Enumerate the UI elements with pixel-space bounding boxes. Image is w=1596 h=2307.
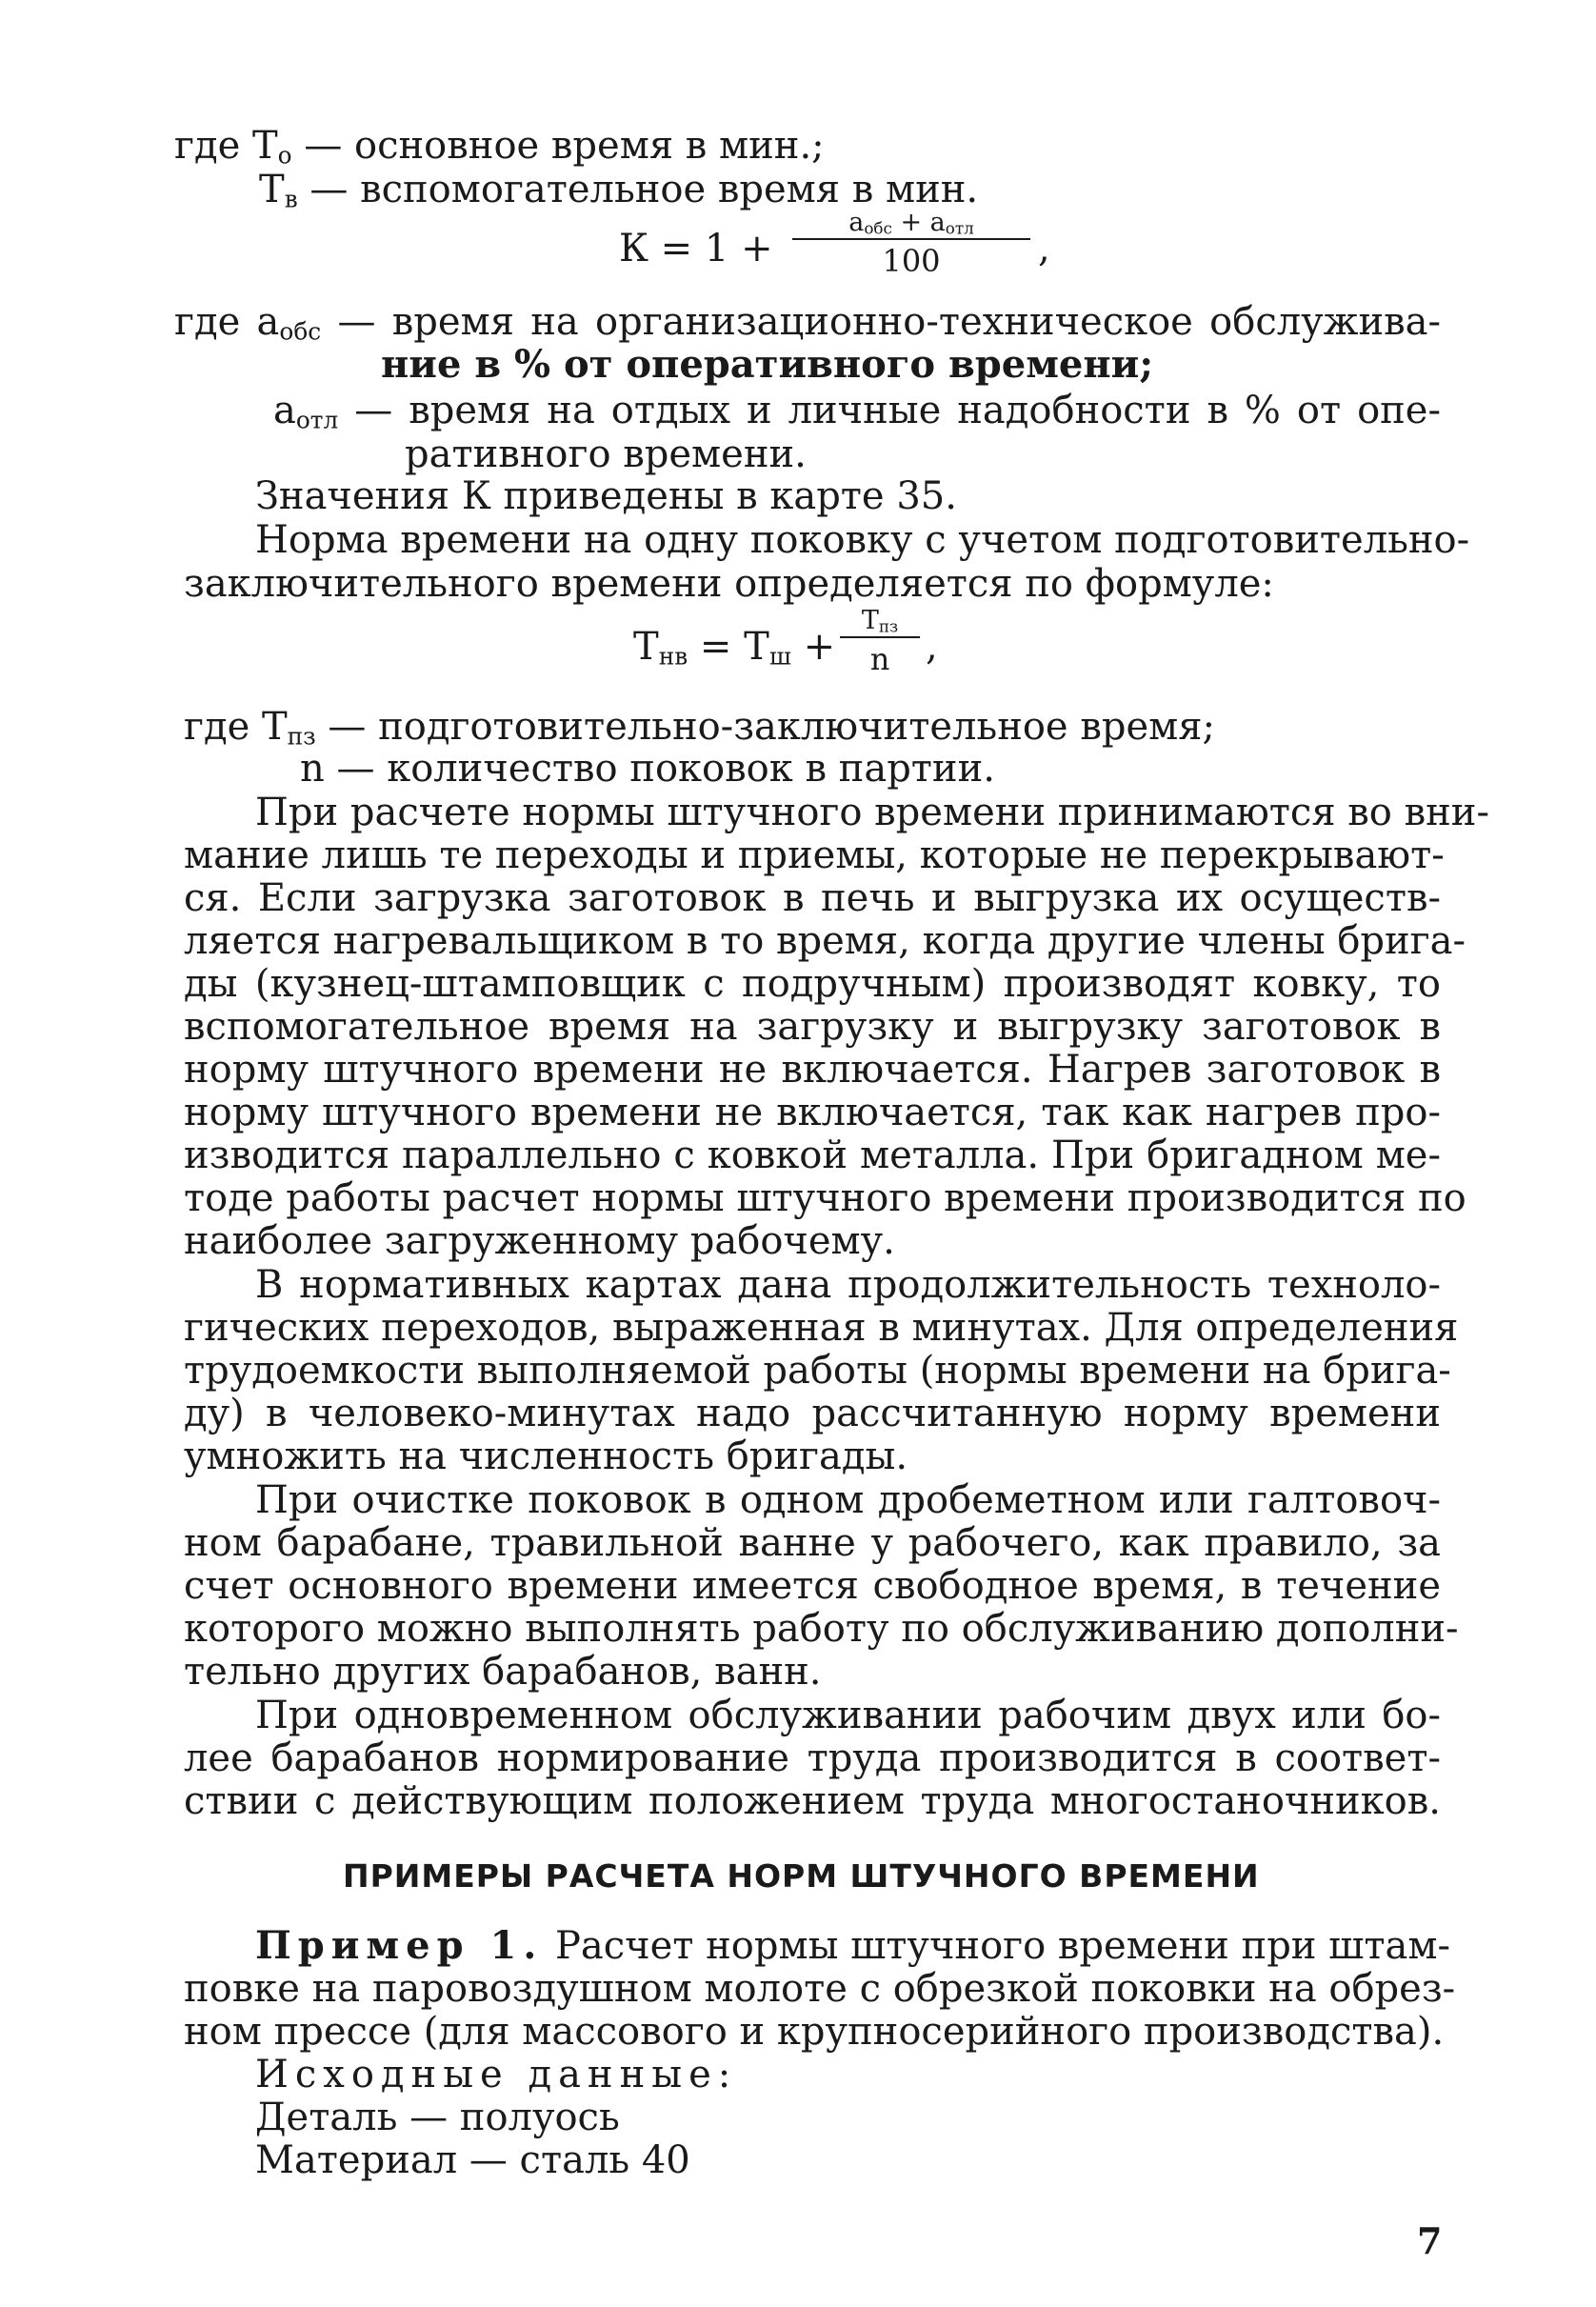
formula-k-tail: , [1038, 227, 1050, 271]
def-aobs-line1: где $а_{обс}$ — время на организационно-техническое обслужива- [174, 300, 1442, 346]
para-calc-line: ды (кузнец-штамповщик с подручным) производят ковку, то [184, 962, 1441, 1006]
para-calc-line: норму штучного времени не включается, так как нагрев про- [184, 1091, 1441, 1134]
para-clean-line: тельно других барабанов, ванн. [184, 1650, 822, 1694]
para-calc-line: вспомогательное время на загрузку и выгрузку заготовок в [184, 1005, 1441, 1049]
para-cards-line: В нормативных картах дана продолжительность техноло- [255, 1263, 1441, 1307]
formula-k-fraction [792, 208, 1030, 282]
def-tpz: где $Т_{пз}$ — подготовительно-заключительное время; [184, 705, 1215, 751]
def-aotl-line1: $а_{отл}$ — время на отдых и личные надобности в % от опе- [273, 389, 1441, 434]
def-aobs-line2: ние в % от оперативного времени; [381, 342, 1154, 387]
example-label: Пример 1. [255, 1923, 544, 1968]
para-calc-line: изводится параллельно с ковкой металла. При бригадном ме- [184, 1133, 1441, 1177]
formula-t-fraction [840, 606, 920, 680]
formula-k-denominator: 100 [882, 243, 941, 279]
para-norm-line: заключительного времени определяется по формуле: [184, 562, 1274, 606]
para-cards-line: умножить на численность бригады. [184, 1434, 908, 1478]
para-clean-line: При очистке поковок в одном дробеметном или галтовоч- [255, 1478, 1441, 1522]
initial-data-label: Исходные данные: [255, 2053, 738, 2096]
para-calc-line: тоде работы расчет нормы штучного времени производится по [184, 1176, 1466, 1220]
formula-t-tail: , [926, 625, 938, 669]
def-to: где $Т_о$ — основное время в мин.; [174, 124, 825, 170]
material-line: Материал — сталь 40 [255, 2138, 690, 2182]
def-n: n — количество поковок в партии. [300, 747, 995, 791]
formula-t-denominator: n [869, 641, 890, 677]
para-clean-line: счет основного времени имеется свободное время, в течение [184, 1564, 1441, 1608]
para-multi-line: лее барабанов нормирование труда производится в соответ- [184, 1736, 1441, 1780]
para-calc-line: мание лишь те переходы и приемы, которые не перекрывают- [184, 833, 1445, 877]
para-calc-line: норму штучного времени не включается. Нагрев заготовок в [184, 1048, 1441, 1092]
formula-k-numerator: $а_{обс} + а_{отл}$ [848, 208, 974, 238]
formula-t-numerator: $Т_{пз}$ [861, 606, 899, 636]
para-k: Значения К приведены в карте 35. [255, 474, 957, 518]
example-line: ном прессе (для массового и крупносерийного производства). [184, 2010, 1445, 2054]
para-multi-line: ствии с действующим положением труда многостаночников. [184, 1779, 1441, 1823]
formula-t: $Т_{нв} = Т_ш$ + [633, 625, 836, 671]
para-norm-line: Норма времени на одну поковку с учетом подготовительно- [255, 518, 1470, 562]
para-clean-line: ном барабане, травильной ванне у рабочего, как правило, за [184, 1521, 1441, 1565]
para-clean-line: которого можно выполнять работу по обслуживанию дополни- [184, 1607, 1459, 1651]
formula-k [619, 227, 773, 271]
example-line: Пример 1. Расчет нормы штучного времени при штам- [255, 1923, 1450, 1968]
section-heading: ПРИМЕРЫ РАСЧЕТА НОРМ ШТУЧНОГО ВРЕМЕНИ [343, 1857, 1260, 1895]
para-calc-line: наиболее загруженному рабочему. [184, 1219, 895, 1263]
para-multi-line: При одновременном обслуживании рабочим двух или бо- [255, 1694, 1441, 1737]
def-tv: $Т_в$ — вспомогательное время в мин. [259, 168, 979, 213]
para-calc-line: При расчете нормы штучного времени принимаются во вни- [255, 791, 1489, 834]
part-line: Деталь — полуось [255, 2096, 620, 2139]
para-calc-line: ляется нагревальщиком в то время, когда другие члены брига- [184, 919, 1466, 963]
para-cards-line: гических переходов, выраженная в минутах. Для определения [184, 1306, 1459, 1350]
formula-k-lhs: К = 1 + [619, 227, 773, 271]
page-number: 7 [1417, 2219, 1443, 2262]
para-cards-line: ду) в человеко-минутах надо рассчитанную норму времени [184, 1392, 1441, 1435]
para-cards-line: трудоемкости выполняемой работы (нормы времени на брига- [184, 1349, 1451, 1393]
example-line: повке на паровоздушном молоте с обрезкой поковки на обрез- [184, 1967, 1456, 2011]
para-calc-line: ся. Если загрузка заготовок в печь и выгрузка их осуществ- [184, 876, 1441, 920]
def-aotl-line2: ративного времени. [405, 432, 807, 476]
